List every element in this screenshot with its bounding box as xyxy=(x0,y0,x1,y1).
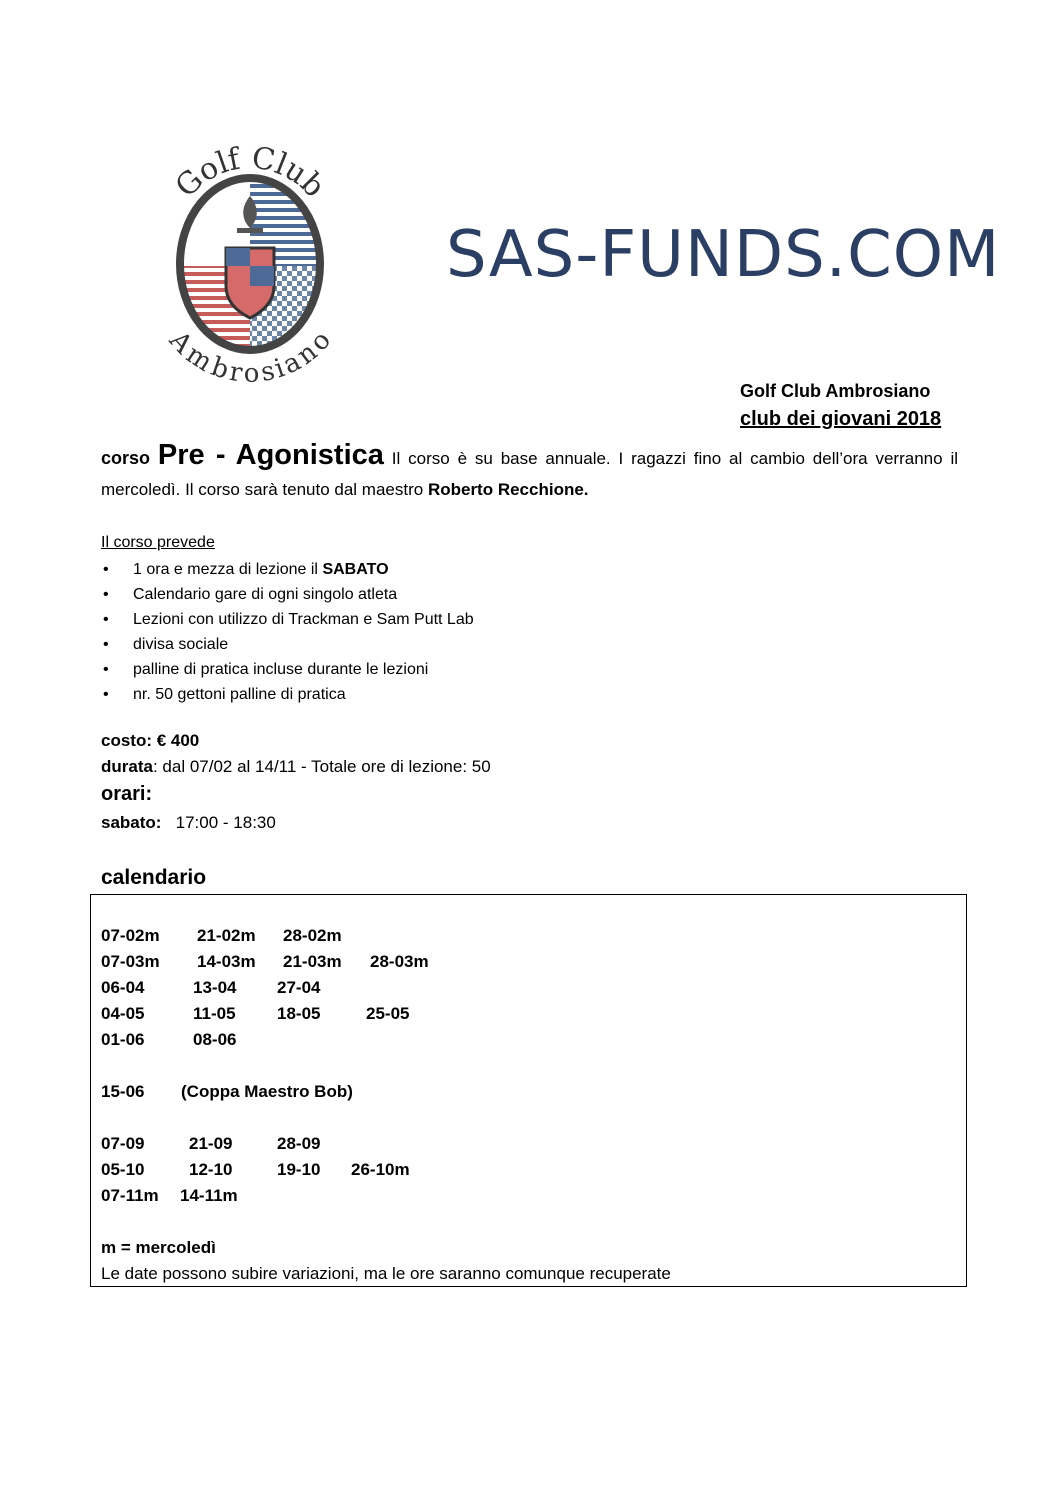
calendar-row xyxy=(101,1186,701,1208)
prevede-item: • nr. 50 gettoni palline di pratica xyxy=(101,682,474,707)
calendar-row xyxy=(101,1030,701,1052)
prevede-item: • divisa sociale xyxy=(101,632,474,657)
prevede-title: Il corso prevede xyxy=(101,534,215,551)
course-intro xyxy=(101,440,958,505)
calendar-date: 21-02m xyxy=(197,926,256,945)
course-description: Il corso è su base annuale. I ragazzi fino al cambio dell’ora verranno il mercoledì. Il corso sarà tenuto dal maestro xyxy=(101,449,958,499)
calendar-title: calendario xyxy=(101,866,207,889)
calendar-date: 15-06 xyxy=(101,1082,145,1101)
calendar-row xyxy=(101,1134,701,1156)
calendar-row xyxy=(101,952,701,974)
calendar-date: 06-04 xyxy=(101,978,145,997)
calendar-date: 12-10 xyxy=(189,1160,233,1179)
corso-label: corso xyxy=(101,448,151,468)
calendar-date: 14-11m xyxy=(180,1186,238,1205)
calendar-date: 05-10 xyxy=(101,1160,145,1179)
bullet-icon: • xyxy=(103,636,109,653)
svg-text:Golf Club: Golf Club xyxy=(168,140,332,205)
calendar-date: 08-06 xyxy=(193,1030,237,1049)
course-title: Pre - Agonistica xyxy=(157,439,384,471)
calendar-date: 04-05 xyxy=(101,1004,145,1023)
calendar-date: 14-03m xyxy=(197,952,256,971)
bullet-icon: • xyxy=(103,586,109,603)
calendar-date: 01-06 xyxy=(101,1030,145,1049)
durata-line: durata: dal 07/02 al 14/11 - Totale ore di lezione: 50 xyxy=(101,757,491,776)
prevede-item: • palline di pratica incluse durante le lezioni xyxy=(101,657,474,682)
calendar-row xyxy=(101,1160,701,1182)
teacher-name: Roberto Recchione. xyxy=(427,480,589,499)
bullet-icon: • xyxy=(103,686,109,703)
sabato-line: sabato: 17:00 - 18:30 xyxy=(101,813,276,832)
calendar-row xyxy=(101,1004,701,1026)
bullet-icon: • xyxy=(103,661,109,678)
calendar-date: 11-05 xyxy=(193,1004,236,1023)
prevede-item: • 1 ora e mezza di lezione il SABATO xyxy=(101,557,474,582)
calendar-row xyxy=(101,978,701,1000)
calendar-date: 13-04 xyxy=(193,978,237,997)
costo-line: costo: € 400 xyxy=(101,731,200,750)
calendar-date: (Coppa Maestro Bob) xyxy=(181,1082,353,1101)
calendar-date: 25-05 xyxy=(366,1004,410,1023)
calendar-note: Le date possono subire variazioni, ma le ore saranno comunque recuperate xyxy=(101,1264,671,1283)
calendar-date: 07-03m xyxy=(101,952,160,971)
calendar-date: 28-03m xyxy=(370,952,429,971)
calendar-date: 07-09 xyxy=(101,1134,145,1153)
calendar-date: 07-02m xyxy=(101,926,160,945)
club-subtitle: club dei giovani 2018 xyxy=(740,408,942,430)
bullet-icon: • xyxy=(103,561,109,578)
calendar-date: 21-09 xyxy=(189,1134,233,1153)
prevede-list xyxy=(101,557,474,707)
calendar-legend: m = mercoledì xyxy=(101,1238,216,1257)
orari-heading: orari: xyxy=(101,783,153,805)
watermark-text: SAS-FUNDS.COM xyxy=(446,218,1001,292)
calendar-row xyxy=(101,1082,701,1104)
club-name: Golf Club Ambrosiano xyxy=(740,381,931,401)
calendar-date: 27-04 xyxy=(277,978,321,997)
calendar-row xyxy=(101,926,701,948)
calendar-date: 28-02m xyxy=(283,926,342,945)
golf-club-ambrosiano-logo xyxy=(152,136,344,388)
calendar-date: 21-03m xyxy=(283,952,342,971)
svg-text:Ambrosiano: Ambrosiano xyxy=(163,325,338,388)
calendar-date: 26-10m xyxy=(351,1160,410,1179)
calendar-date: 07-11m xyxy=(101,1186,159,1205)
calendar-date: 19-10 xyxy=(277,1160,321,1179)
bullet-icon: • xyxy=(103,611,109,628)
prevede-item: • Calendario gare di ogni singolo atleta xyxy=(101,582,474,607)
calendar-date: 28-09 xyxy=(277,1134,321,1153)
prevede-item: • Lezioni con utilizzo di Trackman e Sam Putt Lab xyxy=(101,607,474,632)
calendar-date: 18-05 xyxy=(277,1004,321,1023)
